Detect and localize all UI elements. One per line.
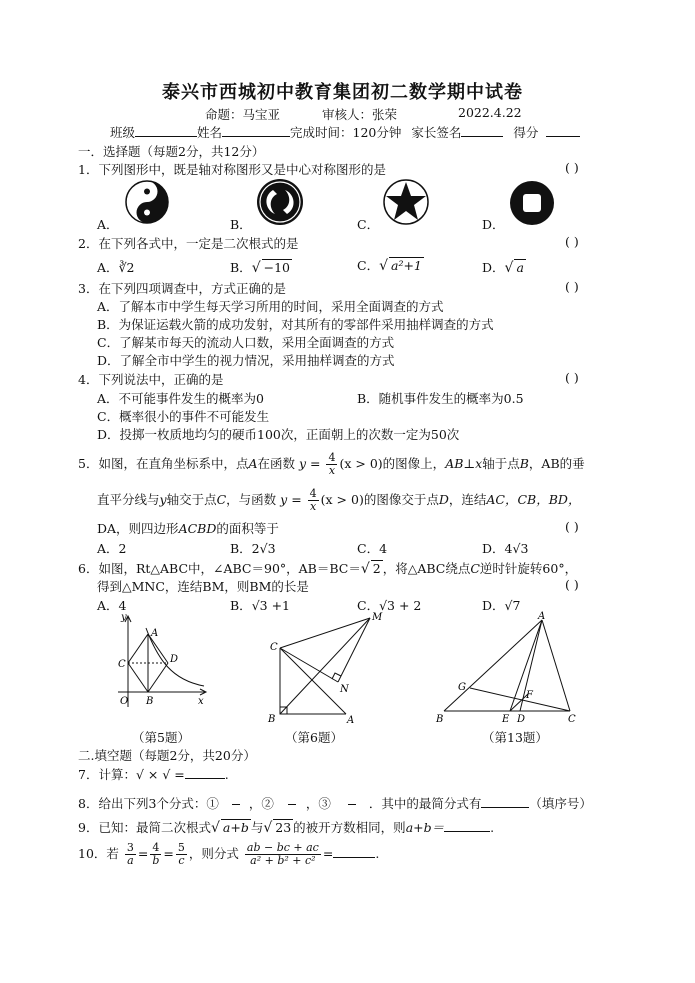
q7-answer-blank[interactable]	[185, 767, 225, 779]
q5-line1: 5．如图，在直角坐标系中，点A在函数 y = $\frac{4}{x}$ (x > 0)的图像上，AB⊥x轴于点B，AB的垂	[78, 451, 585, 477]
name-blank[interactable]	[222, 125, 290, 137]
cube-root-expr: ∛2	[118, 260, 135, 275]
fig13-label-e: E	[502, 714, 510, 725]
q4-stem: 4．下列说法中，正确的是	[78, 372, 224, 387]
q5-option-d[interactable]: D．4√3	[482, 541, 529, 556]
fig5-label-d: D	[170, 654, 179, 665]
fig6-caption: （第6题）	[285, 730, 343, 745]
score-blank[interactable]	[546, 125, 580, 137]
sqrt-expr: −10	[263, 260, 290, 275]
q3-option-a[interactable]: A．了解本市中学生每天学习所用的时间，采用全面调查的方式	[97, 299, 444, 314]
q6-option-b[interactable]: B．√3 +1	[230, 598, 291, 613]
q8-line: 8．给出下列3个分式：① ，② ，③ ．其中的最简分式有 （填序号）	[78, 792, 592, 817]
q5-option-b[interactable]: B．2√3	[230, 541, 276, 556]
sqrt-expr: a	[516, 260, 524, 275]
q6-option-c[interactable]: C．√3 + 2	[357, 598, 422, 613]
class-label: 班级	[110, 125, 136, 140]
q5-line3: DA，则四边形ACBD的面积等于	[97, 521, 279, 536]
reviewer-text: 审核人：张荣	[322, 107, 398, 122]
fig6-label-m: M	[372, 612, 383, 623]
fig13-label-f: F	[526, 690, 533, 701]
q3-stem: 3．在下列四项调查中，方式正确的是	[78, 281, 286, 296]
date-text: 2022.4.22	[458, 105, 522, 120]
q9-line: 9．已知：最简二次根式√ a+b 与√ 23 的被开方数相同，则a+b＝ .	[78, 820, 495, 836]
q7-line: 7．计算：√ × √ = .	[78, 767, 229, 782]
q5-option-c[interactable]: C．4	[357, 541, 388, 556]
q4-option-a[interactable]: A．不可能事件发生的概率为0	[97, 391, 264, 406]
sqrt-expr: a²+1	[391, 258, 422, 273]
fig13-label-g: G	[458, 682, 466, 693]
q4-option-d[interactable]: D．投掷一枚质地均匀的硬币100次，正面朝上的次数一定为50次	[97, 427, 460, 442]
q3-option-b[interactable]: B．为保证运载火箭的成功发射，对其所有的零部件采用抽样调查的方式	[97, 317, 494, 332]
q5-option-a[interactable]: A．2	[97, 541, 127, 556]
q1-option-c[interactable]: C．	[357, 217, 380, 232]
q10-answer-blank[interactable]	[333, 846, 375, 858]
q2-answer-paren[interactable]: ( )	[565, 234, 579, 249]
fraction-4-over-x: $\frac{4}{x}$	[328, 451, 336, 477]
q4-answer-paren[interactable]: ( )	[565, 370, 579, 385]
fig13-caption: （第13题）	[482, 730, 548, 745]
section1-heading: 一．选择题（每题2分，共12分）	[78, 144, 265, 159]
q7-expression: √ × √ =	[135, 767, 185, 782]
q2-option-c[interactable]: C．√ a²+1	[357, 258, 422, 274]
fig5-label-y: y	[121, 612, 127, 623]
q3-option-c[interactable]: C．了解某市每天的流动人口数，采用全面调查的方式	[97, 335, 395, 350]
q3-answer-paren[interactable]: ( )	[565, 279, 579, 294]
star-in-circle-icon	[379, 177, 433, 227]
fig5-label-o: O	[120, 696, 129, 707]
q10-line: 10．若 $\frac{3}{a}$ = $\frac{4}{b}$ = $\frac{5}{c}$ ，则分式 $\frac{ab - bc + ac}{\text{a² + b² + c²}}$ = .	[78, 841, 380, 867]
fig6-label-n: N	[340, 684, 349, 695]
fig13-label-b: B	[436, 714, 444, 725]
q2-stem: 2．在下列各式中，一定是二次根式的是	[78, 236, 299, 251]
fig13-label-d: D	[517, 714, 526, 725]
q1-option-b[interactable]: B．	[230, 217, 252, 232]
time-label: 完成时间：120分钟	[290, 125, 402, 140]
parent-blank[interactable]	[461, 125, 503, 137]
fig5-label-a: A	[151, 628, 159, 639]
q2-option-a[interactable]: A．∛2	[97, 260, 135, 275]
q8-answer-blank[interactable]	[481, 796, 529, 808]
q4-option-c[interactable]: C．概率很小的事件不可能发生	[97, 409, 270, 424]
fig13-label-a: A	[538, 611, 546, 622]
q5-answer-paren[interactable]: ( )	[565, 519, 579, 534]
swirl-emblem-icon	[253, 176, 307, 228]
q1-answer-paren[interactable]: ( )	[565, 160, 579, 175]
q9-answer-blank[interactable]	[444, 820, 490, 832]
section2-heading: 二.填空题（每题2分，共20分）	[78, 748, 256, 763]
figure-13-diagram	[432, 608, 587, 726]
fig6-label-c: C	[270, 642, 278, 653]
fig5-label-x: x	[198, 696, 204, 707]
class-blank[interactable]	[135, 125, 197, 137]
fig13-label-c: C	[568, 714, 576, 725]
parent-label: 家长签名	[411, 125, 462, 140]
fig6-label-b: B	[268, 714, 276, 725]
exam-title: 泰兴市西城初中教育集团初二数学期中试卷	[162, 82, 523, 103]
q1-option-d[interactable]: D．	[482, 217, 505, 232]
q2-option-d[interactable]: D．√ a	[482, 260, 524, 276]
name-label: 姓名	[197, 125, 223, 140]
q6-line1: 6．如图，Rt△ABC中，∠ABC＝90°，AB＝BC＝√ 2 ，将△ABC绕点C逆时针旋转60°，	[78, 561, 578, 577]
q6-line2: 得到△MNC，连结BM，则BM的长是	[97, 579, 309, 594]
info-row	[110, 123, 580, 141]
q5-line2: 直平分线与y轴交于点C，与函数 y = $\frac{4}{x}$ (x > 0)的图像交于点D，连结AC，CB，BD，	[97, 487, 581, 513]
q1-option-a[interactable]: A．	[97, 217, 119, 232]
q6-option-d[interactable]: D．√7	[482, 598, 521, 613]
q1-stem: 1．下列图形中，既是轴对称图形又是中心对称图形的是	[78, 162, 386, 177]
setter-text: 命题：马宝亚	[205, 107, 281, 122]
fig6-label-a: A	[347, 715, 355, 726]
q6-option-a[interactable]: A．4	[97, 598, 127, 613]
q4-option-b[interactable]: B．随机事件发生的概率为0.5	[357, 391, 524, 406]
coin-square-icon	[506, 178, 558, 228]
fig5-label-b: B	[146, 696, 154, 707]
score-label: 得分	[513, 125, 539, 140]
fraction-4-over-x: $\frac{4}{x}$	[309, 487, 317, 513]
q3-option-d[interactable]: D．了解全市中学生的视力情况，采用抽样调查的方式	[97, 353, 395, 368]
figure-5-diagram	[108, 612, 208, 712]
q6-answer-paren[interactable]: ( )	[565, 577, 579, 592]
yin-yang-icon	[120, 178, 174, 226]
fig5-caption: （第5题）	[132, 730, 190, 745]
fig5-label-c: C	[118, 659, 126, 670]
q2-option-b[interactable]: B．√ −10	[230, 260, 290, 276]
figure-6-diagram	[262, 608, 392, 726]
